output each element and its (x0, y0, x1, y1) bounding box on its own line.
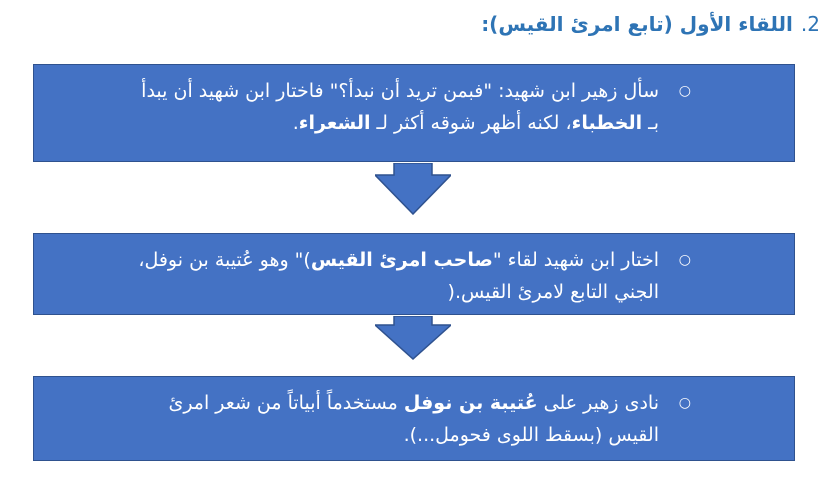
down-arrow-icon (375, 316, 451, 360)
flow-box-3-line-2: القيس (بسقط اللوى فحومل...). (403, 424, 659, 446)
text-span: مستخدماً أبياتاً من شعر امرئ (168, 392, 404, 414)
section-title: اللقاء الأول (تابع امرئ القيس): (481, 12, 793, 36)
flow-box-2 (33, 233, 795, 315)
bullet-icon: ○ (678, 395, 691, 411)
flow-box-1 (33, 64, 795, 162)
bold-term-shuara: الشعراء (298, 112, 371, 134)
flow-box-3-line-1 (50, 387, 659, 419)
text-span: . (292, 112, 299, 134)
flow-box-1-text (50, 75, 659, 139)
bullet-icon: ○ (678, 83, 691, 99)
text-span: )" وهو عُتيبة بن نوفل، (138, 249, 311, 271)
section-number: 2. (800, 12, 820, 36)
bullet-icon: ○ (678, 252, 691, 268)
text-span: اختار ابن شهيد لقاء " (492, 249, 659, 271)
flow-box-2-line-2: الجني التابع لامرئ القيس.( (447, 281, 659, 303)
flow-box-3 (33, 376, 795, 461)
flow-box-2-text (50, 244, 659, 308)
flow-box-1-line-1: سأل زهير ابن شهيد: "فبمن تريد أن نبدأ؟" فاختار ابن شهيد أن يبدأ (141, 80, 659, 102)
flow-box-2-line-1 (50, 244, 659, 276)
bold-term-utayba: عُتيبة بن نوفل (403, 392, 538, 414)
section-heading (481, 12, 820, 36)
text-span: بـ (642, 112, 659, 134)
down-arrow-icon (375, 163, 451, 215)
bold-term-khutaba: الخطباء (571, 112, 643, 134)
flow-box-1-line-2 (50, 107, 659, 139)
text-span: ، لكنه أظهر شوقه أكثر لـ (370, 112, 572, 134)
flow-box-3-text (50, 387, 659, 451)
text-span: نادى زهير على (537, 392, 659, 414)
bold-term-companion: صاحب امرئ القيس (310, 249, 493, 271)
